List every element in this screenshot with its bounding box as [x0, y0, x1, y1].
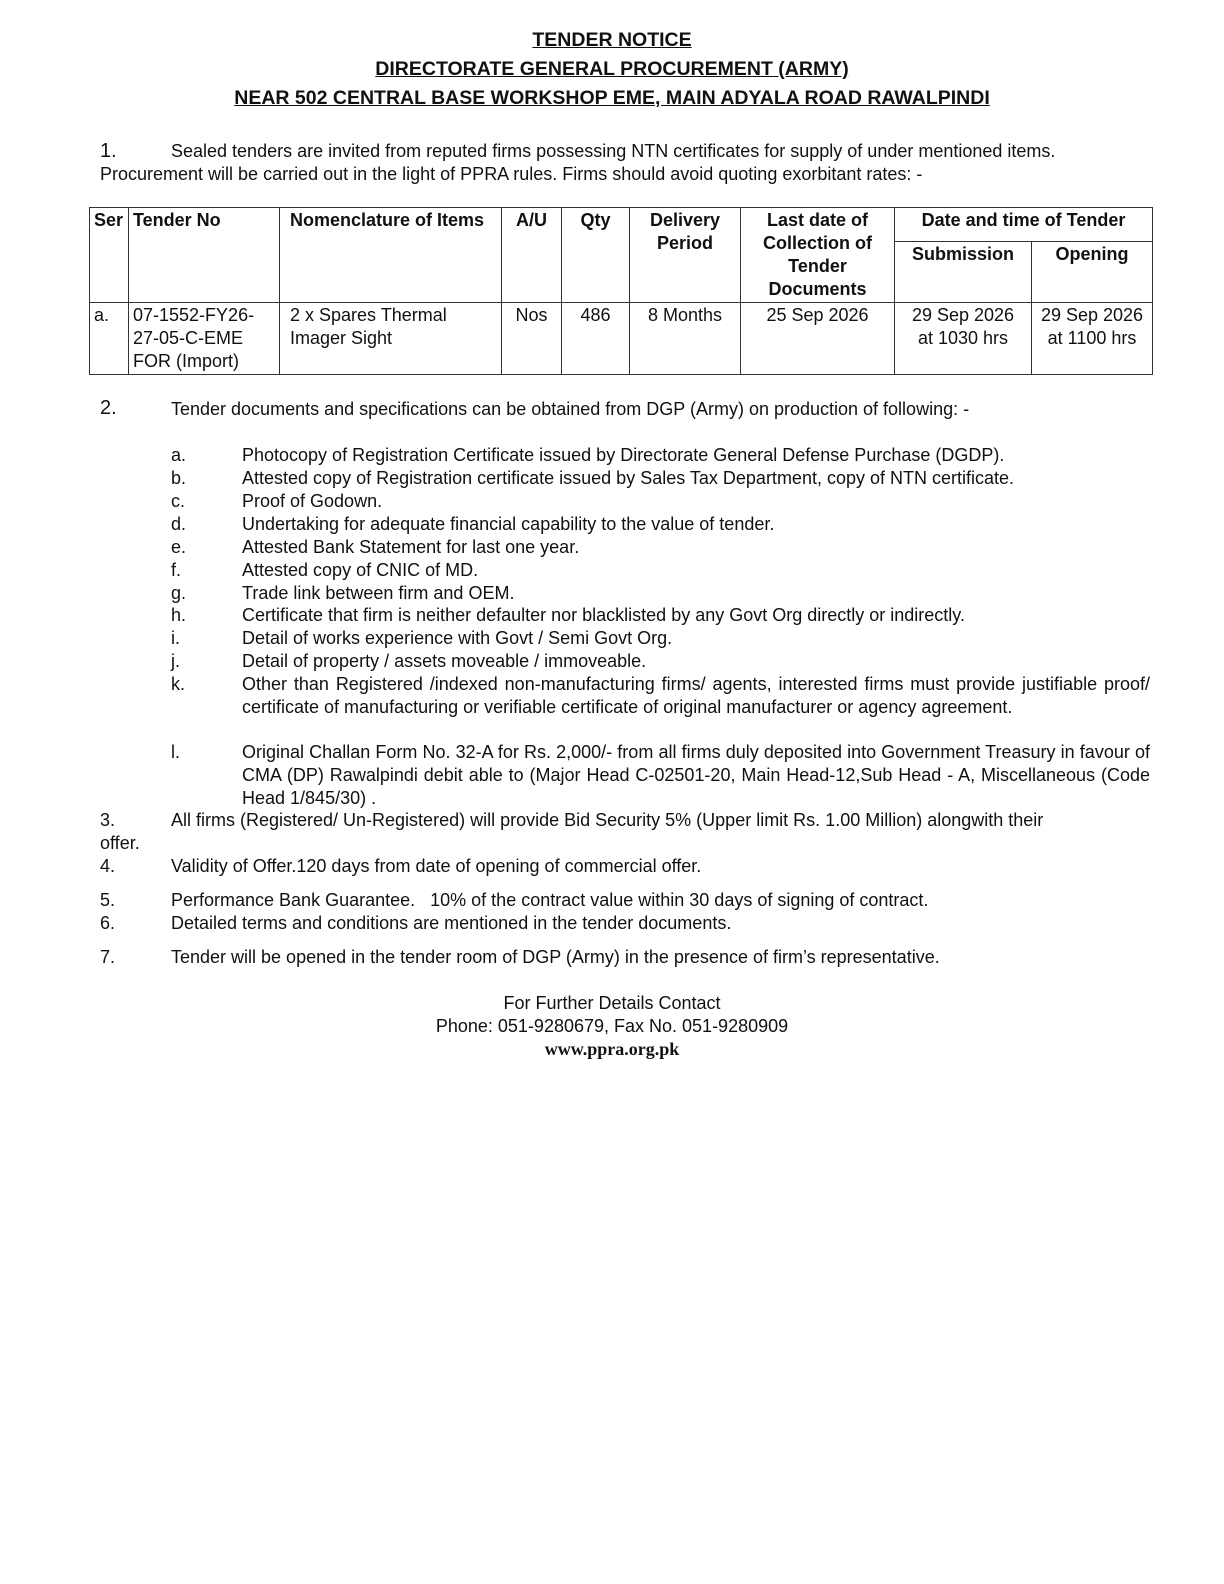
para4-number: 4. — [100, 856, 116, 876]
opening-date: 29 Sep 2026 — [1040, 305, 1144, 325]
list-item-b: Attested copy of Registration certificate issued by Sales Tax Department, copy of NTN certificate. — [242, 468, 1015, 488]
website-link[interactable]: www.ppra.org.pk — [544, 1039, 680, 1059]
header-last-date: Last date of Collection of Tender Documents — [741, 208, 895, 303]
para7-number: 7. — [100, 947, 116, 967]
list-item-l: Original Challan Form No. 32-A for Rs. 2,000/- from all firms duly deposited into Government Treasury in favour of CMA (DP) Rawalpindi debit able to (Major Head C-02501-20, Main Head-12,Sub Head - A, Miscellaneous (Code Head 1/845/30) . — [242, 742, 1150, 808]
list-item-e: Attested Bank Statement for last one year. — [242, 537, 580, 557]
list-letter-f: f. — [171, 560, 182, 580]
list-item-d: Undertaking for adequate financial capability to the value of tender. — [242, 514, 775, 534]
list-letter-i: i. — [171, 628, 180, 648]
submission-time: at 1030 hrs — [917, 328, 1009, 348]
table-row — [90, 303, 1153, 375]
para1-text: Sealed tenders are invited from reputed firms possessing NTN certificates for supply of under mentioned items. — [171, 141, 1056, 161]
cell-nomenclature: 2 x Spares Thermal Imager Sight — [280, 303, 502, 375]
cell-last-date: 25 Sep 2026 — [741, 303, 895, 375]
header-delivery: Delivery Period — [630, 208, 741, 303]
table-header-row — [90, 208, 1153, 242]
list-letter-g: g. — [171, 583, 187, 603]
para2-text: Tender documents and specifications can be obtained from DGP (Army) on production of following: - — [171, 399, 970, 419]
tender-table — [89, 207, 1153, 375]
list-item-k: Other than Registered /indexed non-manufacturing firms/ agents, interested firms must provide justifiable proof/ certificate of manufacturing or verifiable certificate of original manufacturer or agency agreement. — [242, 674, 1150, 717]
para3-text-continued: offer. — [100, 833, 140, 853]
notice-title: TENDER NOTICE — [532, 29, 692, 51]
contact-heading: For Further Details Contact — [503, 993, 721, 1013]
list-item-f: Attested copy of CNIC of MD. — [242, 560, 479, 580]
para7-text: Tender will be opened in the tender room of DGP (Army) in the presence of firm’s representative. — [171, 947, 940, 967]
submission-date: 29 Sep 2026 — [911, 305, 1015, 325]
para6-text: Detailed terms and conditions are mentioned in the tender documents. — [171, 913, 732, 933]
para5-number: 5. — [100, 890, 116, 910]
cell-submission — [895, 303, 1032, 375]
directorate-title: DIRECTORATE GENERAL PROCUREMENT (ARMY) — [375, 58, 849, 80]
para2-number: 2. — [100, 397, 117, 419]
list-item-g: Trade link between firm and OEM. — [242, 583, 515, 603]
list-letter-h: h. — [171, 605, 187, 625]
para4-text: Validity of Offer.120 days from date of opening of commercial offer. — [171, 856, 702, 876]
para1-text-continued: Procurement will be carried out in the light of PPRA rules. Firms should avoid quoting exorbitant rates: - — [100, 164, 923, 184]
list-letter-j: j. — [171, 651, 180, 671]
list-letter-a: a. — [171, 445, 187, 465]
cell-au: Nos — [502, 303, 562, 375]
list-item-j: Detail of property / assets moveable / immoveable. — [242, 651, 647, 671]
header-nomenclature: Nomenclature of Items — [280, 208, 502, 303]
cell-tender-no: 07-1552-FY26-27-05-C-EME FOR (Import) — [129, 303, 280, 375]
header-submission: Submission — [895, 242, 1032, 303]
list-item-c: Proof of Godown. — [242, 491, 383, 511]
list-letter-b: b. — [171, 468, 187, 488]
list-letter-c: c. — [171, 491, 186, 511]
para6-number: 6. — [100, 913, 116, 933]
list-item-h: Certificate that firm is neither defaulter nor blacklisted by any Govt Org directly or indirectly. — [242, 605, 965, 625]
header-opening: Opening — [1032, 242, 1153, 303]
para3-text: All firms (Registered/ Un-Registered) will provide Bid Security 5% (Upper limit Rs. 1.00 Million) alongwith their — [171, 810, 1044, 830]
para1-number: 1. — [100, 140, 117, 162]
header-qty: Qty — [562, 208, 630, 303]
header-tender-no: Tender No — [129, 208, 280, 303]
address-title: NEAR 502 CENTRAL BASE WORKSHOP EME, MAIN ADYALA ROAD RAWALPINDI — [234, 87, 990, 109]
para3-number: 3. — [100, 810, 116, 830]
opening-time: at 1100 hrs — [1047, 328, 1137, 348]
header-ser: Ser — [90, 208, 129, 303]
header-au: A/U — [502, 208, 562, 303]
cell-opening — [1032, 303, 1153, 375]
para5-text: Performance Bank Guarantee. 10% of the contract value within 30 days of signing of contract. — [171, 890, 929, 910]
list-letter-e: e. — [171, 537, 187, 557]
list-item-i: Detail of works experience with Govt / Semi Govt Org. — [242, 628, 673, 648]
list-item-a: Photocopy of Registration Certificate issued by Directorate General Defense Purchase (DGDP). — [242, 445, 1005, 465]
cell-qty: 486 — [562, 303, 630, 375]
cell-delivery: 8 Months — [630, 303, 741, 375]
list-letter-k: k. — [171, 674, 186, 694]
list-letter-l: l. — [171, 742, 180, 762]
header-date-time: Date and time of Tender — [895, 208, 1153, 242]
cell-ser: a. — [90, 303, 129, 375]
contact-phone-fax: Phone: 051-9280679, Fax No. 051-9280909 — [435, 1016, 789, 1036]
list-letter-d: d. — [171, 514, 187, 534]
